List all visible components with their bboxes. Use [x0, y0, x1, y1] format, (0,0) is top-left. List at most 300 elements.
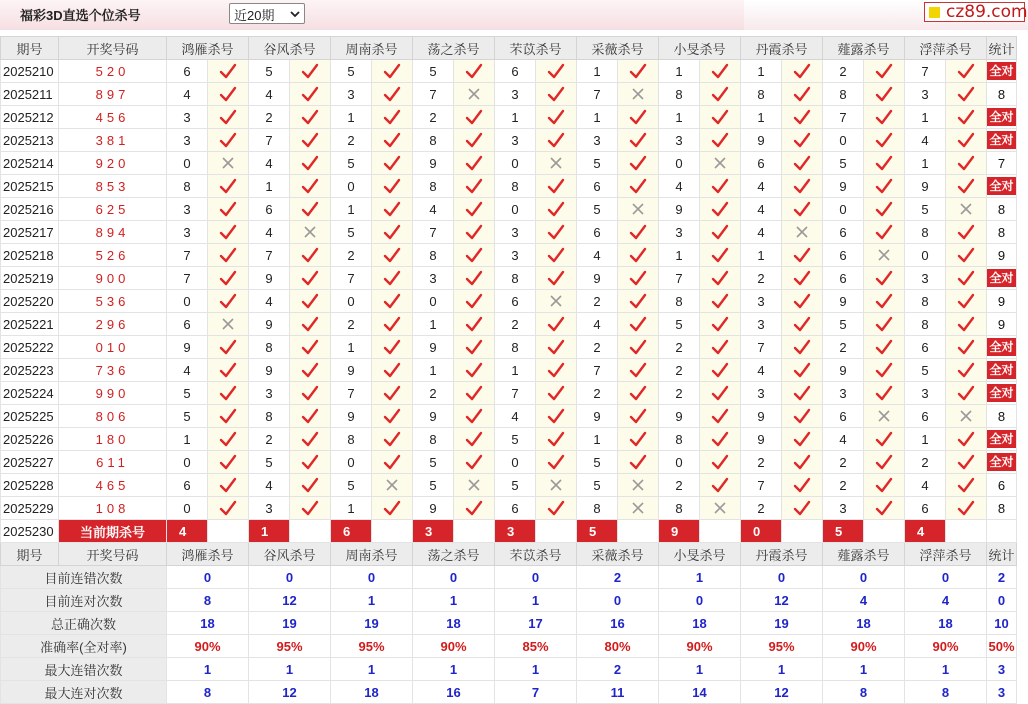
- col-header-expert: 采薇杀号: [577, 543, 659, 566]
- current-kill-spacer: [290, 520, 331, 543]
- result-correct-cell: [372, 428, 413, 451]
- row-total-cell: [987, 60, 1017, 83]
- winning-number-cell: 806: [59, 405, 167, 428]
- kill-number-cell: 6: [577, 175, 618, 198]
- cross-icon: [713, 501, 727, 515]
- kill-number-cell: 7: [495, 382, 536, 405]
- check-icon: [383, 201, 401, 217]
- all-correct-badge: 全对: [989, 133, 1014, 147]
- result-correct-cell: [536, 60, 577, 83]
- kill-number-cell: 9: [905, 175, 946, 198]
- check-icon: [711, 178, 729, 194]
- kill-number-cell: 3: [167, 106, 208, 129]
- result-correct-cell: [782, 313, 823, 336]
- stats-value: 19: [249, 612, 331, 635]
- row-total-cell: [987, 106, 1017, 129]
- result-correct-cell: [782, 106, 823, 129]
- result-wrong-cell: [700, 152, 741, 175]
- result-wrong-cell: [290, 221, 331, 244]
- check-icon: [219, 201, 237, 217]
- kill-number-cell: 9: [823, 175, 864, 198]
- row-total-cell: 8: [987, 405, 1017, 428]
- result-correct-cell: [454, 382, 495, 405]
- check-icon: [875, 362, 893, 378]
- result-correct-cell: [208, 198, 249, 221]
- check-icon: [793, 86, 811, 102]
- stats-value: 4: [905, 589, 987, 612]
- result-correct-cell: [208, 405, 249, 428]
- result-correct-cell: [290, 428, 331, 451]
- check-icon: [301, 316, 319, 332]
- check-icon: [875, 500, 893, 516]
- result-correct-cell: [454, 451, 495, 474]
- kill-number-cell: 0: [495, 198, 536, 221]
- kill-number-cell: 5: [331, 60, 372, 83]
- kill-number-cell: 9: [331, 405, 372, 428]
- check-icon: [875, 132, 893, 148]
- table-row: [1, 221, 1017, 244]
- winning-number-cell: 381: [59, 129, 167, 152]
- check-icon: [711, 132, 729, 148]
- result-correct-cell: [536, 497, 577, 520]
- table-row: [1, 244, 1017, 267]
- kill-number-cell: 5: [577, 198, 618, 221]
- col-header-expert: 荡之杀号: [413, 37, 495, 60]
- kill-number-cell: 2: [331, 244, 372, 267]
- stats-value: 8: [905, 681, 987, 704]
- check-icon: [793, 247, 811, 263]
- check-icon: [219, 477, 237, 493]
- result-correct-cell: [454, 497, 495, 520]
- result-correct-cell: [782, 290, 823, 313]
- result-correct-cell: [864, 359, 905, 382]
- stats-value: 95%: [249, 635, 331, 658]
- result-correct-cell: [946, 221, 987, 244]
- result-correct-cell: [864, 451, 905, 474]
- kill-number-cell: 0: [167, 451, 208, 474]
- kill-number-cell: 5: [577, 451, 618, 474]
- row-total-cell: [987, 129, 1017, 152]
- check-icon: [629, 224, 647, 240]
- kill-number-cell: 9: [823, 359, 864, 382]
- check-icon: [793, 362, 811, 378]
- result-correct-cell: [372, 405, 413, 428]
- kill-number-cell: 3: [905, 267, 946, 290]
- kill-number-cell: 3: [495, 244, 536, 267]
- current-kill-number: 5: [823, 520, 864, 543]
- row-total-cell: 6: [987, 474, 1017, 497]
- check-icon: [547, 201, 565, 217]
- check-icon: [629, 362, 647, 378]
- stats-value: 90%: [167, 635, 249, 658]
- kill-number-cell: 8: [167, 175, 208, 198]
- check-icon: [711, 109, 729, 125]
- result-correct-cell: [454, 313, 495, 336]
- cross-icon: [877, 409, 891, 423]
- kill-number-cell: 6: [167, 60, 208, 83]
- result-wrong-cell: [618, 497, 659, 520]
- kill-number-cell: 6: [823, 267, 864, 290]
- kill-number-cell: 6: [905, 497, 946, 520]
- cross-icon: [549, 478, 563, 492]
- kill-number-cell: 9: [823, 290, 864, 313]
- stats-value: 1: [659, 566, 741, 589]
- kill-number-cell: 6: [823, 405, 864, 428]
- col-header-issue: 期号: [1, 37, 59, 60]
- check-icon: [711, 316, 729, 332]
- current-kill-number: 4: [905, 520, 946, 543]
- check-icon: [547, 431, 565, 447]
- kill-number-cell: 4: [741, 198, 782, 221]
- col-header-expert: 小旻杀号: [659, 543, 741, 566]
- result-wrong-cell: [946, 405, 987, 428]
- winning-number-cell: 897: [59, 83, 167, 106]
- check-icon: [547, 270, 565, 286]
- check-icon: [711, 408, 729, 424]
- kill-number-cell: 6: [823, 244, 864, 267]
- stats-row: [1, 681, 1017, 704]
- check-icon: [875, 431, 893, 447]
- result-correct-cell: [946, 497, 987, 520]
- kill-number-cell: 7: [577, 83, 618, 106]
- result-correct-cell: [290, 267, 331, 290]
- current-kill-number: 6: [331, 520, 372, 543]
- result-correct-cell: [782, 175, 823, 198]
- stats-value: 12: [741, 589, 823, 612]
- check-icon: [547, 362, 565, 378]
- check-icon: [793, 178, 811, 194]
- result-correct-cell: [208, 497, 249, 520]
- result-wrong-cell: [782, 221, 823, 244]
- check-icon: [957, 454, 975, 470]
- check-icon: [301, 293, 319, 309]
- result-correct-cell: [290, 129, 331, 152]
- stats-total: 50%: [987, 635, 1017, 658]
- kill-number-cell: 4: [577, 244, 618, 267]
- result-correct-cell: [618, 267, 659, 290]
- site-logo[interactable]: [924, 2, 1028, 22]
- result-wrong-cell: [536, 290, 577, 313]
- check-icon: [383, 86, 401, 102]
- kill-number-cell: 4: [249, 290, 290, 313]
- check-icon: [383, 132, 401, 148]
- stats-value: 0: [577, 589, 659, 612]
- result-correct-cell: [372, 83, 413, 106]
- current-kill-number: 0: [741, 520, 782, 543]
- stats-value: 12: [741, 681, 823, 704]
- kill-number-cell: 8: [331, 428, 372, 451]
- check-icon: [219, 224, 237, 240]
- cross-icon: [713, 156, 727, 170]
- check-icon: [219, 408, 237, 424]
- kill-number-cell: 3: [167, 198, 208, 221]
- result-correct-cell: [290, 451, 331, 474]
- kill-number-cell: 9: [331, 359, 372, 382]
- kill-number-cell: 1: [659, 244, 700, 267]
- result-correct-cell: [618, 106, 659, 129]
- issue-cell: 2025212: [1, 106, 59, 129]
- check-icon: [629, 454, 647, 470]
- kill-number-cell: 2: [659, 336, 700, 359]
- kill-number-cell: 4: [249, 83, 290, 106]
- kill-number-cell: 5: [659, 313, 700, 336]
- col-header-expert: 丹霞杀号: [741, 543, 823, 566]
- check-icon: [219, 178, 237, 194]
- check-icon: [301, 155, 319, 171]
- kill-number-cell: 9: [413, 405, 454, 428]
- kill-number-cell: 3: [823, 497, 864, 520]
- current-kill-spacer: [208, 520, 249, 543]
- col-header-expert: 小旻杀号: [659, 37, 741, 60]
- kill-number-cell: 8: [659, 83, 700, 106]
- row-total-cell: [987, 428, 1017, 451]
- kill-number-cell: 6: [495, 497, 536, 520]
- result-correct-cell: [700, 106, 741, 129]
- result-correct-cell: [536, 83, 577, 106]
- check-icon: [465, 316, 483, 332]
- kill-number-cell: 1: [331, 198, 372, 221]
- kill-number-cell: 9: [249, 267, 290, 290]
- row-total-cell: 8: [987, 198, 1017, 221]
- stats-value: 12: [249, 589, 331, 612]
- check-icon: [547, 339, 565, 355]
- result-correct-cell: [372, 60, 413, 83]
- result-wrong-cell: [946, 198, 987, 221]
- kill-number-cell: 9: [659, 198, 700, 221]
- result-correct-cell: [782, 60, 823, 83]
- result-correct-cell: [782, 474, 823, 497]
- issue-cell: 2025220: [1, 290, 59, 313]
- check-icon: [875, 477, 893, 493]
- result-correct-cell: [864, 497, 905, 520]
- check-icon: [383, 339, 401, 355]
- result-correct-cell: [454, 60, 495, 83]
- kill-number-cell: 4: [741, 175, 782, 198]
- current-kill-number: 3: [495, 520, 536, 543]
- result-correct-cell: [864, 382, 905, 405]
- check-icon: [301, 454, 319, 470]
- check-icon: [383, 408, 401, 424]
- kill-number-cell: 4: [905, 129, 946, 152]
- result-correct-cell: [536, 336, 577, 359]
- result-correct-cell: [454, 336, 495, 359]
- result-correct-cell: [618, 175, 659, 198]
- logo-square-icon: [929, 7, 940, 18]
- kill-number-cell: 6: [905, 405, 946, 428]
- period-select[interactable]: [229, 3, 305, 24]
- result-correct-cell: [700, 267, 741, 290]
- result-correct-cell: [536, 382, 577, 405]
- result-correct-cell: [208, 244, 249, 267]
- stats-value: 95%: [331, 635, 413, 658]
- result-correct-cell: [700, 336, 741, 359]
- kill-number-cell: 9: [413, 152, 454, 175]
- result-correct-cell: [946, 244, 987, 267]
- kill-number-cell: 9: [249, 313, 290, 336]
- result-correct-cell: [618, 152, 659, 175]
- kill-number-cell: 8: [659, 290, 700, 313]
- kill-number-cell: 6: [577, 221, 618, 244]
- current-kill-spacer: [618, 520, 659, 543]
- kill-number-cell: 4: [577, 313, 618, 336]
- kill-number-cell: 2: [905, 451, 946, 474]
- result-correct-cell: [454, 175, 495, 198]
- result-correct-cell: [536, 267, 577, 290]
- kill-number-cell: 0: [167, 497, 208, 520]
- kill-number-cell: 3: [495, 129, 536, 152]
- result-correct-cell: [372, 152, 413, 175]
- stats-total: 10: [987, 612, 1017, 635]
- kill-number-cell: 7: [331, 267, 372, 290]
- kill-number-cell: 1: [577, 60, 618, 83]
- kill-number-cell: 1: [741, 106, 782, 129]
- result-correct-cell: [372, 198, 413, 221]
- result-correct-cell: [700, 451, 741, 474]
- kill-number-cell: 9: [741, 428, 782, 451]
- kill-number-cell: 1: [905, 152, 946, 175]
- kill-number-cell: 3: [659, 221, 700, 244]
- result-correct-cell: [864, 313, 905, 336]
- result-correct-cell: [946, 359, 987, 382]
- kill-number-cell: 2: [823, 60, 864, 83]
- stats-value: 0: [331, 566, 413, 589]
- check-icon: [711, 247, 729, 263]
- kill-number-cell: 5: [413, 451, 454, 474]
- kill-number-cell: 3: [905, 382, 946, 405]
- result-correct-cell: [618, 290, 659, 313]
- result-correct-cell: [372, 175, 413, 198]
- result-correct-cell: [618, 359, 659, 382]
- col-header-expert: 谷风杀号: [249, 543, 331, 566]
- check-icon: [793, 155, 811, 171]
- kill-number-cell: 3: [249, 382, 290, 405]
- kill-number-cell: 8: [905, 290, 946, 313]
- kill-number-cell: 6: [495, 290, 536, 313]
- kill-number-cell: 4: [741, 359, 782, 382]
- current-kill-number: 4: [167, 520, 208, 543]
- kill-number-cell: 3: [823, 382, 864, 405]
- result-correct-cell: [536, 175, 577, 198]
- check-icon: [793, 385, 811, 401]
- check-icon: [465, 408, 483, 424]
- kill-number-cell: 7: [249, 129, 290, 152]
- result-correct-cell: [372, 382, 413, 405]
- check-icon: [957, 477, 975, 493]
- result-correct-cell: [946, 267, 987, 290]
- row-total-cell: [987, 451, 1017, 474]
- result-correct-cell: [372, 451, 413, 474]
- kill-number-cell: 1: [659, 60, 700, 83]
- winning-number-cell: 990: [59, 382, 167, 405]
- kill-number-cell: 3: [741, 382, 782, 405]
- check-icon: [957, 178, 975, 194]
- kill-number-cell: 5: [167, 382, 208, 405]
- kill-number-cell: 7: [741, 474, 782, 497]
- kill-number-cell: 1: [495, 106, 536, 129]
- kill-number-cell: 0: [495, 451, 536, 474]
- current-kill-number: 3: [413, 520, 454, 543]
- cross-icon: [221, 156, 235, 170]
- stats-value: 2: [577, 566, 659, 589]
- winning-number-cell: 296: [59, 313, 167, 336]
- row-total-cell: 8: [987, 83, 1017, 106]
- current-kill-spacer: [946, 520, 987, 543]
- cross-icon: [959, 202, 973, 216]
- check-icon: [301, 477, 319, 493]
- result-correct-cell: [782, 497, 823, 520]
- check-icon: [219, 339, 237, 355]
- col-header-expert: 谷风杀号: [249, 37, 331, 60]
- current-kill-spacer: [372, 520, 413, 543]
- check-icon: [957, 224, 975, 240]
- kill-number-cell: 8: [413, 244, 454, 267]
- result-correct-cell: [454, 198, 495, 221]
- table-row: [1, 129, 1017, 152]
- check-icon: [957, 339, 975, 355]
- check-icon: [875, 63, 893, 79]
- kill-number-cell: 1: [741, 244, 782, 267]
- kill-number-cell: 8: [413, 129, 454, 152]
- winning-number-cell: 736: [59, 359, 167, 382]
- kill-number-cell: 8: [413, 175, 454, 198]
- check-icon: [875, 270, 893, 286]
- result-correct-cell: [208, 428, 249, 451]
- result-correct-cell: [946, 313, 987, 336]
- result-correct-cell: [290, 175, 331, 198]
- kill-number-cell: 8: [413, 428, 454, 451]
- check-icon: [793, 431, 811, 447]
- check-icon: [793, 132, 811, 148]
- winning-number-cell: 456: [59, 106, 167, 129]
- issue-cell: 2025224: [1, 382, 59, 405]
- check-icon: [465, 155, 483, 171]
- col-header-expert: 芣苡杀号: [495, 37, 577, 60]
- kill-number-cell: 5: [577, 152, 618, 175]
- check-icon: [301, 132, 319, 148]
- check-icon: [219, 454, 237, 470]
- kill-number-cell: 0: [167, 152, 208, 175]
- stats-value: 18: [413, 612, 495, 635]
- kill-number-cell: 1: [167, 428, 208, 451]
- result-correct-cell: [208, 451, 249, 474]
- check-icon: [383, 109, 401, 125]
- result-correct-cell: [700, 221, 741, 244]
- check-icon: [465, 270, 483, 286]
- kill-number-cell: 5: [413, 60, 454, 83]
- stats-value: 7: [495, 681, 577, 704]
- check-icon: [219, 362, 237, 378]
- result-correct-cell: [454, 152, 495, 175]
- check-icon: [547, 178, 565, 194]
- check-icon: [465, 362, 483, 378]
- kill-number-cell: 4: [495, 405, 536, 428]
- kill-number-cell: 7: [577, 359, 618, 382]
- all-correct-badge: 全对: [989, 179, 1014, 193]
- result-correct-cell: [290, 60, 331, 83]
- result-correct-cell: [700, 198, 741, 221]
- result-wrong-cell: [618, 83, 659, 106]
- result-correct-cell: [864, 336, 905, 359]
- table-row: [1, 497, 1017, 520]
- kill-number-cell: 3: [659, 129, 700, 152]
- issue-cell: 2025217: [1, 221, 59, 244]
- check-icon: [957, 132, 975, 148]
- table-row: [1, 313, 1017, 336]
- issue-cell: 2025223: [1, 359, 59, 382]
- stats-value: 95%: [741, 635, 823, 658]
- result-wrong-cell: [864, 244, 905, 267]
- check-icon: [547, 408, 565, 424]
